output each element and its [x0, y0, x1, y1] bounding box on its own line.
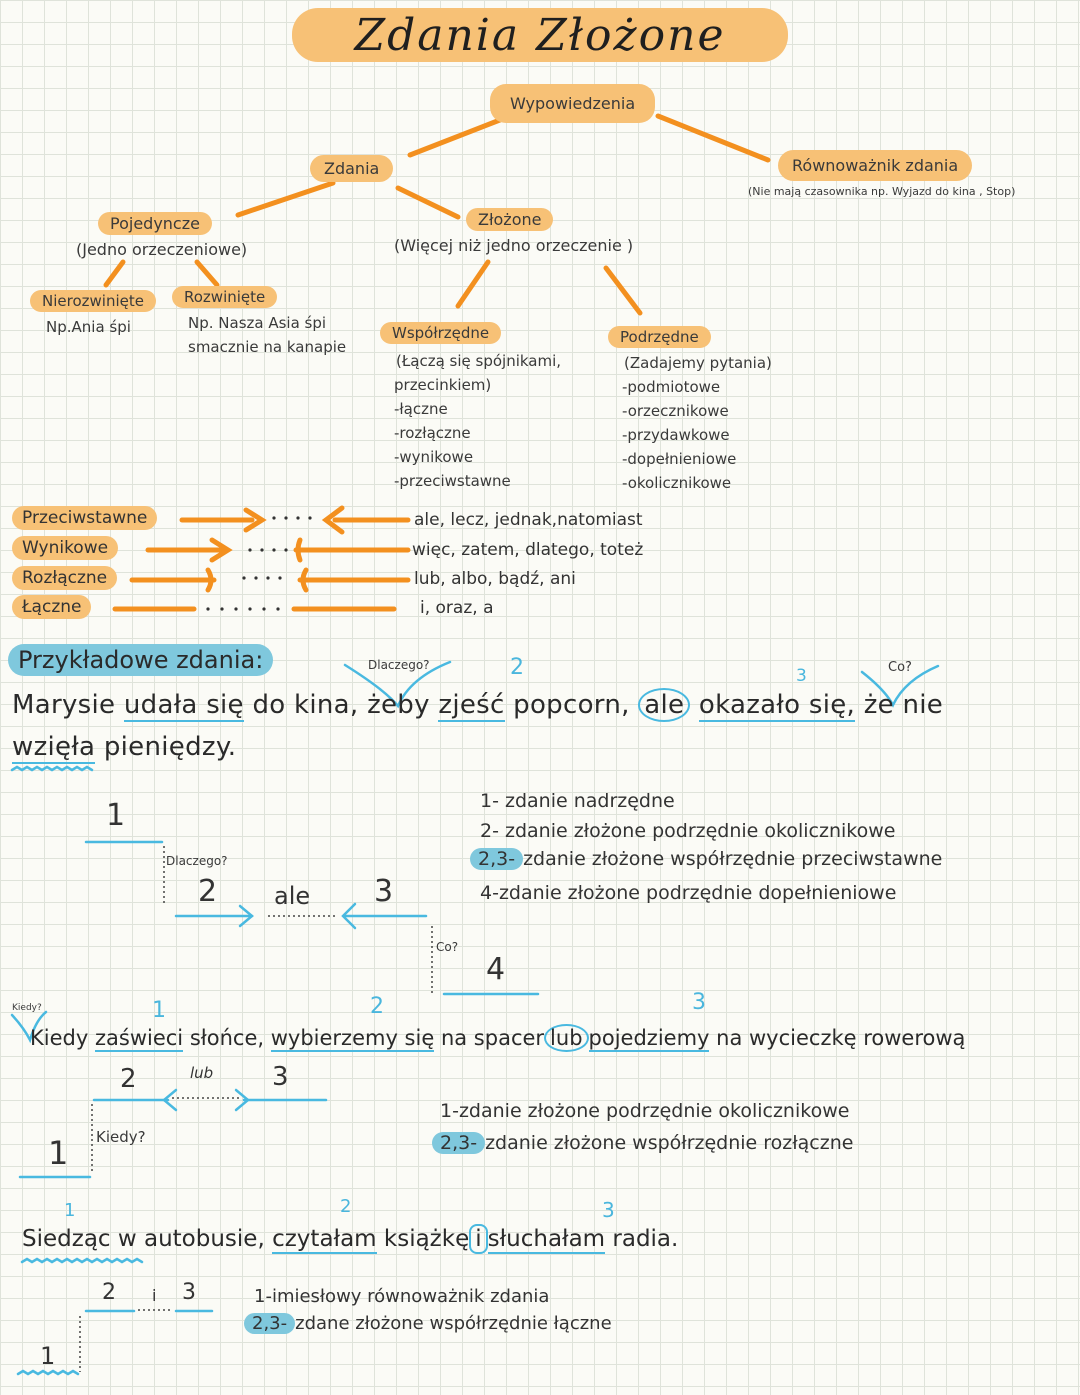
ex1-word: Marysie [12, 690, 116, 720]
node-pojedyncze: Pojedyncze [98, 212, 212, 235]
ex3-word: radia. [612, 1226, 679, 1252]
ex1-word: pieniędzy. [103, 732, 237, 762]
conj-rozlaczne: lub, albo, bądź, ani [414, 569, 576, 589]
ex2-word: Kiedy [30, 1026, 89, 1050]
ex2-diagram-conjunction: lub [190, 1064, 214, 1082]
node-nierozwiniete: Nierozwinięte [30, 290, 156, 312]
ex3-legend-1: 1-imiesłowy równoważnik zdania [254, 1286, 550, 1307]
ex1-legend-3-text: zdanie złożone współrzędnie przeciwstawne [523, 848, 943, 870]
ex1-diagram-conjunction: ale [274, 882, 311, 910]
wspolrzedne-line: -przeciwstawne [394, 472, 511, 490]
ex1-diagram-4: 4 [486, 952, 506, 987]
podrzedne-line: -okolicznikowe [622, 474, 732, 492]
ex1-word: popcorn, [513, 690, 630, 720]
ex1-predicate: okazało się, [698, 690, 856, 720]
wspolrzedne-line: (Łączą się spójnikami, [396, 352, 562, 370]
type-laczne: Łączne [12, 595, 91, 619]
page-title: Zdania Złożone [354, 10, 726, 61]
ex1-diagram-3: 3 [374, 874, 394, 909]
node-rozwiniete: Rozwinięte [172, 286, 277, 308]
type-rozlaczne: Rozłączne [12, 566, 117, 590]
ex2-mark-3: 3 [692, 990, 706, 1015]
ex2-mark-1: 1 [152, 998, 166, 1023]
ex1-mark-2: 2 [510, 655, 524, 680]
ex3-conjunction: i [469, 1224, 487, 1254]
pojedyncze-note: (Jedno orzeczeniowe) [76, 240, 248, 259]
ex1-sentence-line2 [12, 732, 236, 762]
ex1-mark-3: 3 [796, 666, 807, 686]
ex3-mark-3: 3 [602, 1198, 615, 1222]
ex2-word: słońce, [189, 1026, 265, 1050]
ex3-legend-2-label: 2,3- [244, 1313, 295, 1334]
ex3-sentence [22, 1226, 678, 1252]
ex1-legend-4: 4-zdanie złożone podrzędnie dopełnieniowe [480, 882, 897, 904]
ex2-question-when: Kiedy? [12, 1003, 42, 1013]
ex3-word: książkę [383, 1226, 470, 1252]
zlozone-note: (Więcej niż jedno orzeczenie ) [394, 236, 634, 255]
ex3-mark-1: 1 [64, 1200, 76, 1221]
ex1-word: żeby [367, 690, 430, 720]
ex2-diagram-3: 3 [272, 1062, 289, 1092]
ex3-word: Siedząc [22, 1226, 111, 1252]
ex3-predicate: czytałam [272, 1226, 377, 1252]
ex3-diagram-2: 2 [102, 1280, 116, 1305]
podrzedne-line: -dopełnieniowe [622, 450, 737, 468]
ex3-legend-2 [244, 1313, 612, 1334]
ex3-mark-2: 2 [340, 1196, 352, 1217]
wspolrzedne-line: -wynikowe [394, 448, 474, 466]
ex1-diagram-2: 2 [198, 874, 218, 909]
ex3-word: w autobusie, [117, 1226, 265, 1252]
ex3-diagram-conjunction: i [152, 1286, 157, 1305]
ex1-legend-3 [470, 848, 942, 870]
ex2-predicate: wybierzemy się [270, 1026, 435, 1050]
node-wspolrzedne: Współrzędne [380, 322, 501, 344]
ex2-predicate: pojedziemy [588, 1026, 710, 1050]
type-wynikowe: Wynikowe [12, 536, 118, 560]
conj-laczne: i, oraz, a [420, 598, 494, 618]
ex2-predicate: zaświeci [94, 1026, 184, 1050]
ex3-diagram-3: 3 [182, 1280, 196, 1305]
ex1-word: że nie [863, 690, 944, 720]
ex1-legend-3-label: 2,3- [470, 848, 523, 870]
ex2-legend-1: 1-zdanie złożone podrzędnie okolicznikowe [440, 1100, 850, 1122]
ex1-diagram-question-why: Dlaczego? [166, 854, 228, 868]
ex2-legend-2-label: 2,3- [432, 1132, 485, 1154]
node-zdania: Zdania [310, 155, 393, 182]
conj-wynikowe: więc, zatem, dlatego, toteż [412, 540, 644, 560]
ex2-diagram-1: 1 [48, 1134, 69, 1172]
node-wypowiedzenia: Wypowiedzenia [490, 84, 655, 123]
ex1-diagram-1: 1 [106, 798, 126, 833]
ex2-legend-2-text: zdanie złożone współrzędnie rozłączne [485, 1132, 854, 1154]
podrzedne-line: (Zadajemy pytania) [624, 354, 772, 372]
conj-przeciwstawne: ale, lecz, jednak,natomiast [414, 510, 643, 530]
ex2-word: na spacer [440, 1026, 545, 1050]
ex2-diagram-question-when: Kiedy? [96, 1128, 146, 1146]
ex3-legend-2-text: zdane złożone współrzędnie łączne [295, 1313, 612, 1334]
ex3-diagram-1: 1 [40, 1342, 56, 1370]
ex1-predicate: wzięła [12, 732, 96, 762]
rownowaznik-note: (Nie mają czasownika np. Wyjazd do kina , Stop) [748, 185, 1016, 198]
ex1-legend-2: 2- zdanie złożone podrzędnie okolicznikowe [480, 820, 896, 842]
ex1-question-what: Co? [888, 660, 912, 675]
ex1-predicate: udała się [123, 690, 244, 720]
node-zlozone: Złożone [466, 208, 553, 231]
wspolrzedne-line: -rozłączne [394, 424, 471, 442]
ex2-legend-2 [432, 1132, 853, 1154]
ex2-sentence [30, 1026, 965, 1050]
ex1-diagram-question-what: Co? [436, 940, 459, 954]
ex2-word: na wycieczkę rowerową [716, 1026, 966, 1050]
ex1-word: do kina, [252, 690, 359, 720]
ex1-predicate: zjeść [438, 690, 505, 720]
type-przeciwstawne: Przeciwstawne [12, 506, 157, 530]
ex1-legend-1: 1- zdanie nadrzędne [480, 790, 675, 812]
ex2-mark-2: 2 [370, 994, 384, 1019]
wspolrzedne-line: -łączne [394, 400, 448, 418]
node-podrzedne: Podrzędne [608, 326, 711, 348]
node-rownowaznik: Równoważnik zdania [778, 150, 972, 181]
rozwiniete-example-2: smacznie na kanapie [188, 338, 347, 356]
podrzedne-line: -przydawkowe [622, 426, 730, 444]
ex1-question-why: Dlaczego? [368, 658, 430, 672]
nierozwiniete-example: Np.Ania śpi [46, 318, 131, 336]
podrzedne-line: -orzecznikowe [622, 402, 729, 420]
ex1-sentence-line1 [12, 690, 943, 720]
ex3-predicate: słuchałam [487, 1226, 606, 1252]
ex2-diagram-2: 2 [120, 1064, 137, 1094]
wspolrzedne-line: przecinkiem) [394, 376, 492, 394]
ex1-conjunction: ale [638, 688, 690, 722]
rozwiniete-example-1: Np. Nasza Asia śpi [188, 314, 327, 332]
examples-header: Przykładowe zdania: [8, 644, 273, 676]
podrzedne-line: -podmiotowe [622, 378, 721, 396]
ex2-conjunction: lub [544, 1024, 588, 1052]
